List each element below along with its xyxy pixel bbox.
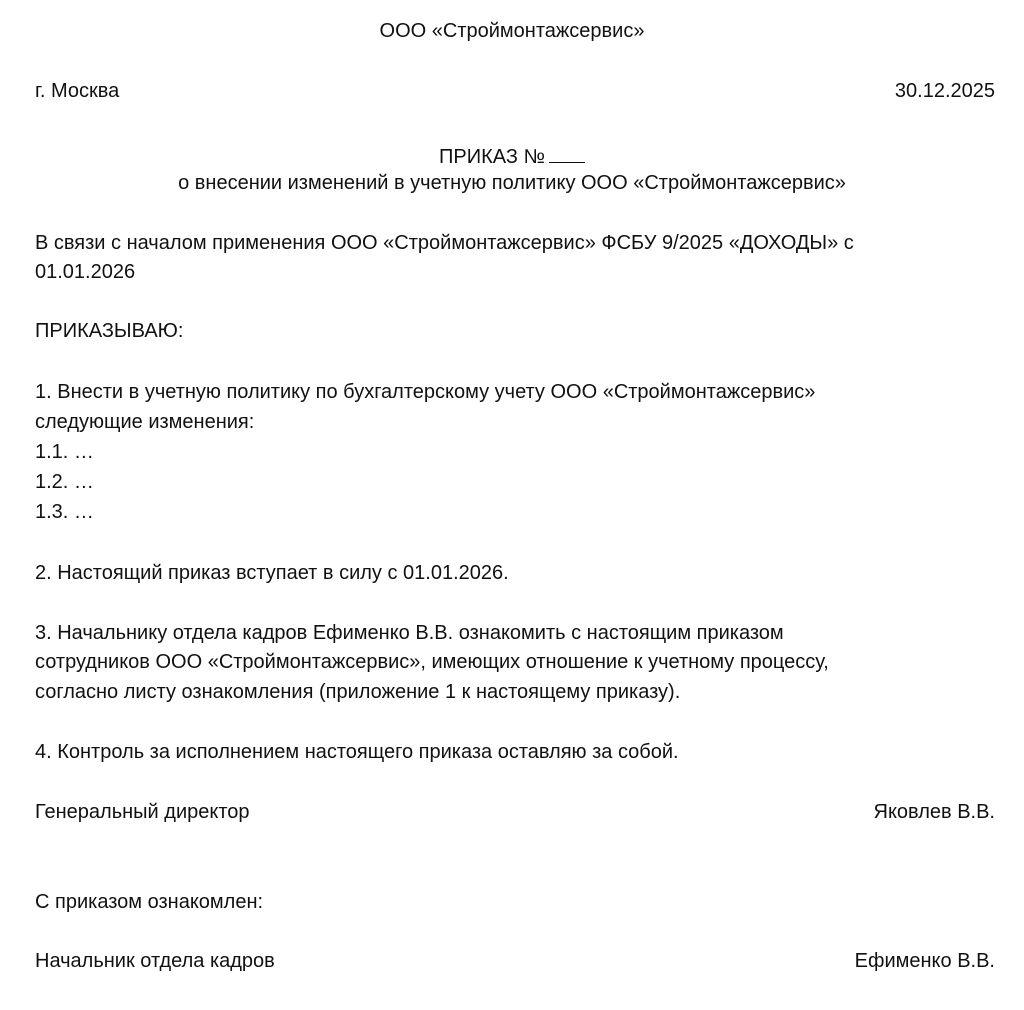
company-name: ООО «Строймонтажсервис» <box>379 20 645 42</box>
acquainted-label: С приказом ознакомлен: <box>35 891 264 913</box>
item-4: 4. Контроль за исполнением настоящего приказа оставляю за собой. <box>35 741 679 763</box>
order-label: ПРИКАЗ № <box>439 146 545 168</box>
sub-item-1-1: 1.1. … <box>35 441 94 463</box>
item-2: 2. Настоящий приказ вступает в силу с 01.01.2026. <box>35 562 509 584</box>
intro-line-2: 01.01.2026 <box>35 261 136 283</box>
order-word: ПРИКАЗЫВАЮ: <box>35 320 184 342</box>
city: г. Москва <box>35 80 120 102</box>
hr-name: Ефименко В.В. <box>854 950 995 972</box>
item-1-line-2: следующие изменения: <box>35 411 255 433</box>
director-name: Яковлев В.В. <box>873 801 995 823</box>
sub-item-1-3: 1.3. … <box>35 501 94 523</box>
intro-line-1: В связи с началом применения ООО «Строймонтажсервис» ФСБУ 9/2025 «ДОХОДЫ» с <box>35 232 854 254</box>
order-title <box>0 142 1024 169</box>
item-3-line-3: согласно листу ознакомления (приложение 1 к настоящему приказу). <box>35 681 681 703</box>
order-number-blank <box>549 142 585 163</box>
order-subtitle: о внесении изменений в учетную политику ООО «Строймонтажсервис» <box>178 172 846 194</box>
sub-item-1-2: 1.2. … <box>35 471 94 493</box>
item-3-line-2: сотрудников ООО «Строймонтажсервис», имеющих отношение к учетному процессу, <box>35 651 829 673</box>
item-3-line-1: 3. Начальнику отдела кадров Ефименко В.В. ознакомить с настоящим приказом <box>35 622 784 644</box>
hr-title: Начальник отдела кадров <box>35 950 275 972</box>
document-date: 30.12.2025 <box>894 80 995 102</box>
item-1-line-1: 1. Внести в учетную политику по бухгалтерскому учету ООО «Строймонтажсервис» <box>35 381 816 403</box>
director-title: Генеральный директор <box>35 801 250 823</box>
